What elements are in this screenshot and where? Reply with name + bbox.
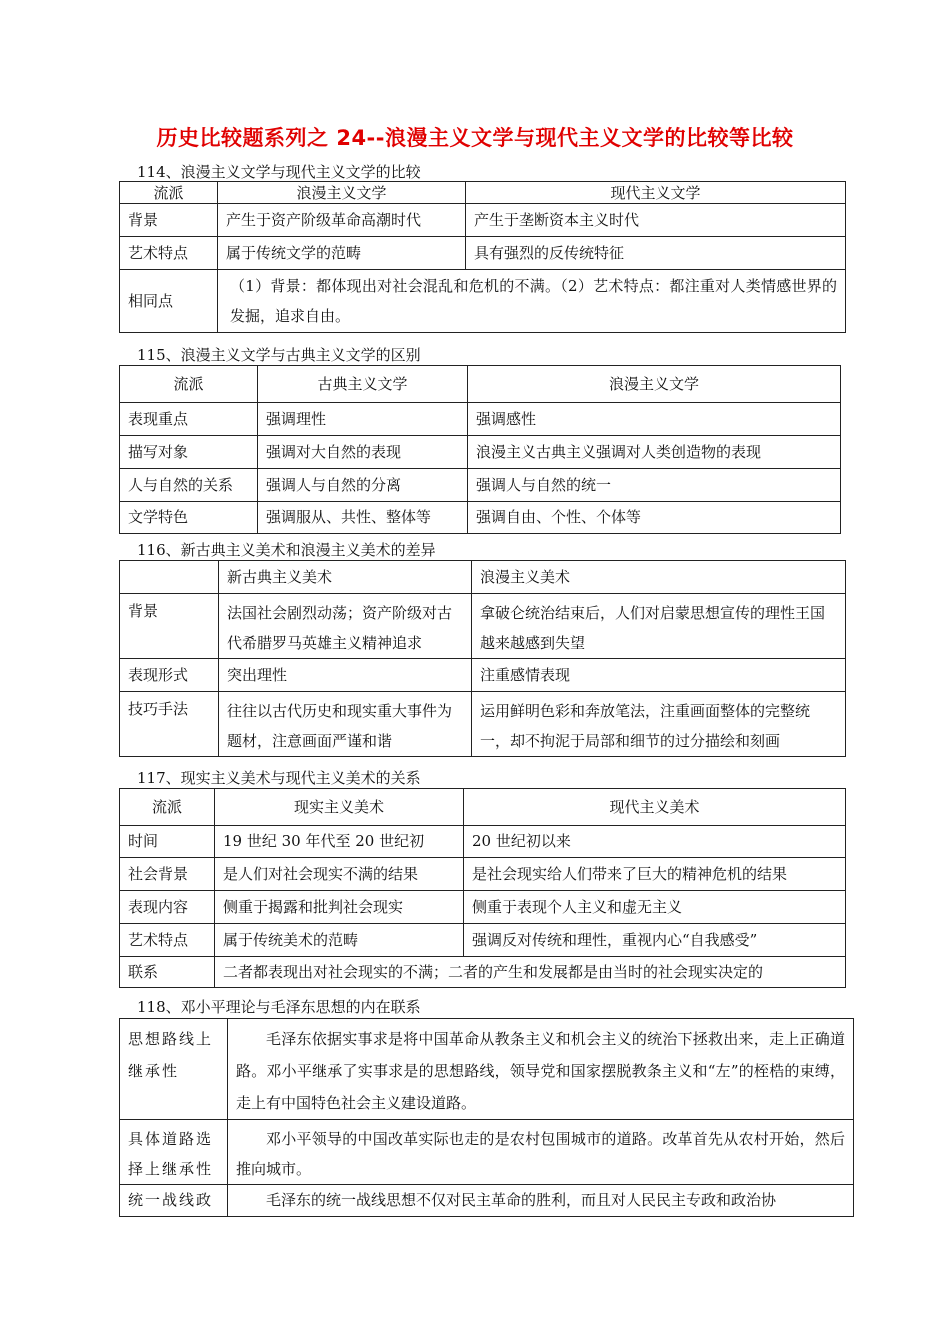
header-cell: 现实主义美术 <box>215 789 464 826</box>
table-row <box>120 237 846 270</box>
table-row <box>120 502 841 534</box>
table-cell: 是社会现实给人们带来了巨大的精神危机的结果 <box>464 858 846 891</box>
table-cell: 产生于垄断资本主义时代 <box>466 204 846 237</box>
table-row <box>120 659 846 692</box>
table-row <box>120 1185 854 1217</box>
table-cell: 强调反对传统和理性，重视内心“自我感受” <box>464 924 846 957</box>
section-118-heading: 118、邓小平理论与毛泽东思想的内在联系 <box>137 998 421 1016</box>
row-label: 描写对象 <box>120 436 258 469</box>
table-cell: 属于传统美术的范畴 <box>215 924 464 957</box>
table-cell: 毛泽东依据实事求是将中国革命从教条主义和机会主义的统治下拯救出来，走上正确道路。邓小平继承了实事求是的思想路线，领导党和国家摆脱教条主义和“左”的桎梏的束缚，走上有中国特色社会主义建设道路。 <box>228 1019 854 1120</box>
table-117 <box>119 788 846 988</box>
row-label: 表现内容 <box>120 891 215 924</box>
row-label: 时间 <box>120 826 215 858</box>
table-header-row <box>120 366 841 403</box>
table-115 <box>119 365 841 534</box>
row-label: 背景 <box>120 594 219 659</box>
header-cell: 现代主义文学 <box>466 182 846 204</box>
table-cell: 强调人与自然的分离 <box>258 469 468 502</box>
table-row <box>120 692 846 757</box>
table-row <box>120 826 846 858</box>
table-cell: 19 世纪 30 年代至 20 世纪初 <box>215 826 464 858</box>
table-cell: 强调对大自然的表现 <box>258 436 468 469</box>
row-label: 背景 <box>120 204 218 237</box>
table-cell: 注重感情表现 <box>472 659 846 692</box>
header-cell: 浪漫主义文学 <box>218 182 466 204</box>
header-cell: 新古典主义美术 <box>219 561 472 594</box>
table-row <box>120 204 846 237</box>
row-label: 思想路线上继承性 <box>120 1019 228 1120</box>
table-cell: 浪漫主义古典主义强调对人类创造物的表现 <box>468 436 841 469</box>
table-cell: 毛泽东的统一战线思想不仅对民主革命的胜利，而且对人民民主专政和政治协 <box>228 1185 854 1217</box>
table-cell: 强调人与自然的统一 <box>468 469 841 502</box>
section-114-heading: 114、浪漫主义文学与现代主义文学的比较 <box>137 163 421 181</box>
table-cell: 强调服从、共性、整体等 <box>258 502 468 534</box>
section-115-heading: 115、浪漫主义文学与古典主义文学的区别 <box>137 346 421 364</box>
table-cell: 20 世纪初以来 <box>464 826 846 858</box>
table-cell: 侧重于揭露和批判社会现实 <box>215 891 464 924</box>
table-row <box>120 957 846 988</box>
row-label: 表现形式 <box>120 659 219 692</box>
row-label: 统一战线政 <box>120 1185 228 1217</box>
table-cell: 具有强烈的反传统特征 <box>466 237 846 270</box>
header-cell <box>120 561 219 594</box>
table-cell: 运用鲜明色彩和奔放笔法，注重画面整体的完整统一，却不拘泥于局部和细节的过分描绘和刻画 <box>472 692 846 757</box>
row-label: 联系 <box>120 957 215 988</box>
table-cell: 强调感性 <box>468 403 841 436</box>
table-header-row <box>120 561 846 594</box>
row-label: 社会背景 <box>120 858 215 891</box>
row-label: 具体道路选择上继承性 <box>120 1120 228 1185</box>
row-label: 表现重点 <box>120 403 258 436</box>
table-cell: 强调自由、个性、个体等 <box>468 502 841 534</box>
table-118 <box>119 1018 854 1217</box>
header-cell: 浪漫主义美术 <box>472 561 846 594</box>
header-cell: 流派 <box>120 789 215 826</box>
table-cell: 侧重于表现个人主义和虚无主义 <box>464 891 846 924</box>
table-header-row <box>120 789 846 826</box>
table-row <box>120 858 846 891</box>
relation-text: 二者都表现出对社会现实的不满；二者的产生和发展都是由当时的社会现实决定的 <box>215 957 846 988</box>
table-cell: 强调理性 <box>258 403 468 436</box>
table-cell: 属于传统文学的范畴 <box>218 237 466 270</box>
table-114 <box>119 181 846 333</box>
table-cell: 拿破仑统治结束后，人们对启蒙思想宣传的理性王国越来越感到失望 <box>472 594 846 659</box>
table-row <box>120 469 841 502</box>
row-label: 艺术特点 <box>120 237 218 270</box>
table-row <box>120 403 841 436</box>
table-row <box>120 1019 854 1120</box>
table-row <box>120 436 841 469</box>
table-cell: 邓小平领导的中国改革实际也走的是农村包围城市的道路。改革首先从农村开始，然后推向城市。 <box>228 1120 854 1185</box>
page-title: 历史比较题系列之 24--浪漫主义文学与现代主义文学的比较等比较 <box>156 126 794 150</box>
table-header-row <box>120 182 846 204</box>
table-cell: 产生于资产阶级革命高潮时代 <box>218 204 466 237</box>
row-label: 技巧手法 <box>120 692 219 757</box>
table-row <box>120 594 846 659</box>
section-117-heading: 117、现实主义美术与现代主义美术的关系 <box>137 769 421 787</box>
header-cell: 流派 <box>120 182 218 204</box>
header-cell: 浪漫主义文学 <box>468 366 841 403</box>
table-cell: 法国社会剧烈动荡；资产阶级对古代希腊罗马英雄主义精神追求 <box>219 594 472 659</box>
table-cell: 突出理性 <box>219 659 472 692</box>
table-row <box>120 1120 854 1185</box>
table-row <box>120 270 846 333</box>
header-cell: 古典主义文学 <box>258 366 468 403</box>
table-cell: 往往以古代历史和现实重大事件为题材，注意画面严谨和谐 <box>219 692 472 757</box>
row-label: 人与自然的关系 <box>120 469 258 502</box>
table-row <box>120 924 846 957</box>
row-label: 相同点 <box>120 270 218 333</box>
table-cell: 是人们对社会现实不满的结果 <box>215 858 464 891</box>
row-label: 文学特色 <box>120 502 258 534</box>
header-cell: 流派 <box>120 366 258 403</box>
table-row <box>120 891 846 924</box>
common-points-text: （1）背景：都体现出对社会混乱和危机的不满。（2）艺术特点：都注重对人类情感世界的发掘，追求自由。 <box>218 270 846 333</box>
row-label: 艺术特点 <box>120 924 215 957</box>
table-116 <box>119 560 846 757</box>
section-116-heading: 116、新古典主义美术和浪漫主义美术的差异 <box>137 541 436 559</box>
header-cell: 现代主义美术 <box>464 789 846 826</box>
